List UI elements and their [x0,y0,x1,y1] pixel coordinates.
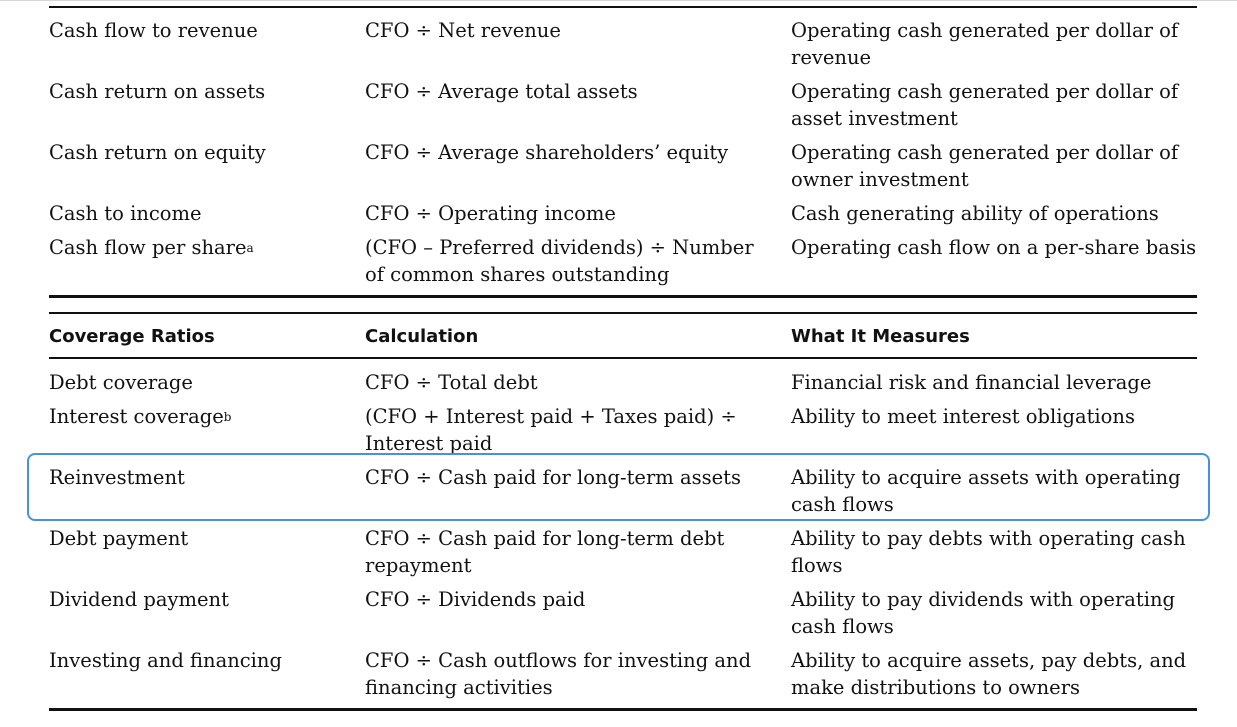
table-top-rule [49,6,1197,8]
page-top-border [0,0,1237,1]
ratio-calculation: (CFO + Interest paid + Taxes paid) ÷ Interest paid [365,405,737,455]
ratio-measures: Operating cash flow on a per-share basis [791,236,1197,259]
table-row [49,17,1197,87]
ratio-measures: Ability to meet interest obligations [791,405,1135,428]
ratio-name: Debt payment [49,527,189,550]
ratio-name: Reinvestment [49,466,185,489]
table-row [49,234,1197,304]
section-bottom-rule [49,295,1197,298]
ratio-calculation: CFO ÷ Cash paid for long-term assets [365,466,742,489]
header-top-rule [49,312,1197,314]
table-row [49,647,1197,717]
ratio-measures: Cash generating ability of operations [791,202,1159,225]
coverage-table-header [49,322,1197,352]
ratio-measures: Operating cash generated per dollar of asset investment [791,80,1179,130]
ratio-name: Dividend payment [49,588,229,611]
header-coverage-ratios: Coverage Ratios [49,326,215,347]
ratio-calculation: (CFO – Preferred dividends) ÷ Number of common shares outstanding [365,236,754,286]
header-calculation: Calculation [365,326,479,347]
table-row [49,586,1197,656]
ratio-calculation: CFO ÷ Total debt [365,371,538,394]
ratio-calculation: CFO ÷ Cash outflows for investing and financing activities [365,649,752,699]
ratio-measures: Financial risk and financial leverage [791,371,1152,394]
ratio-calculation: CFO ÷ Dividends paid [365,588,586,611]
ratio-measures: Ability to acquire assets with operating cash flows [791,466,1181,516]
table-row [49,525,1197,595]
ratio-calculation: CFO ÷ Net revenue [365,19,561,42]
ratio-measures: Operating cash generated per dollar of owner investment [791,141,1179,191]
table-row [49,78,1197,148]
table-bottom-rule [49,708,1197,711]
ratio-calculation: CFO ÷ Cash paid for long-term debt repayment [365,527,725,577]
ratio-name-cell [49,234,349,261]
table-row [49,139,1197,209]
ratio-measures: Ability to acquire assets, pay debts, and make distributions to owners [791,649,1187,699]
ratio-name-cell [49,403,349,430]
ratio-name: Cash flow per share [49,236,247,259]
ratio-calculation: CFO ÷ Average total assets [365,80,638,103]
ratio-name: Cash to income [49,202,202,225]
ratio-name: Cash return on equity [49,141,266,164]
ratio-name: Cash flow to revenue [49,19,258,42]
ratio-calculation: CFO ÷ Average shareholders’ equity [365,141,729,164]
footnote-marker: b [223,410,232,424]
footnote-marker: a [246,241,254,255]
ratio-name: Investing and financing [49,649,282,672]
header-what-it-measures: What It Measures [791,326,970,347]
selection-highlight [27,453,1210,521]
ratio-name: Debt coverage [49,371,193,394]
ratio-name: Interest coverage [49,405,224,428]
ratio-measures: Ability to pay debts with operating cash flows [791,527,1186,577]
ratio-calculation: CFO ÷ Operating income [365,202,616,225]
ratio-measures: Ability to pay dividends with operating cash flows [791,588,1176,638]
header-bottom-rule [49,357,1197,359]
ratio-measures: Operating cash generated per dollar of revenue [791,19,1179,69]
ratio-name: Cash return on assets [49,80,266,103]
